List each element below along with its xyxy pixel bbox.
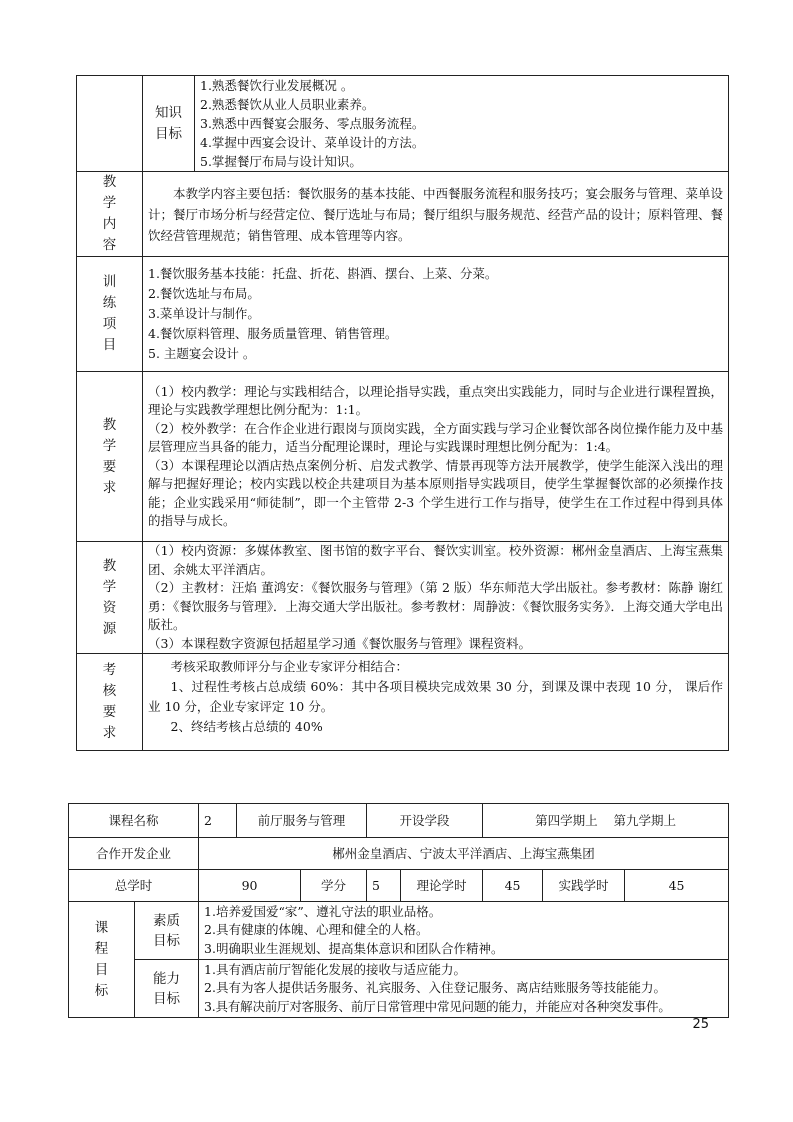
- list-item: 2.具有为客人提供话务服务、礼宾服务、入住登记服务、离店结账服务等技能能力。: [204, 980, 666, 996]
- requirements-label: 教 学 要 求: [77, 372, 143, 542]
- training-list: [143, 257, 729, 372]
- quality-goal-label: 素质 目标: [135, 902, 199, 960]
- assessment-paragraph: 1、过程性考核占总成绩 60%：其中各项目模块完成效果 30 分，到课及课中表现 10 分， 课后作业 10 分，企业专家评定 10 分。: [148, 679, 723, 714]
- page-number: 25: [692, 1017, 709, 1032]
- list-item: 3.明确职业生涯规划、提高集体意识和团队合作精神。: [204, 940, 504, 956]
- knowledge-goal-label: 知识 目标: [143, 76, 195, 172]
- list-item: 2.具有健康的体魄、心理和健全的人格。: [204, 922, 429, 938]
- credit-label: 学分: [301, 870, 367, 902]
- ability-goal-list: [199, 960, 729, 1018]
- list-item: 4.掌握中西宴会设计、菜单设计的方法。: [200, 135, 425, 150]
- stage-value: 第四学期上 第九学期上: [483, 804, 729, 838]
- requirement-paragraph: （3）本课程理论以酒店热点案例分析、启发式教学、情景再现等方法开展教学，使学生能深入浅出的理解与把握好理论；校内实践以校企共建项目为基本原则指导实践项目，使学生掌握餐饮部的必须操作技能；企业实践采用“师徒制”，即一个主管带 2-3 个学生进行工作与指导，使学生在工作过程中得到具体的指导与成长。: [148, 457, 723, 528]
- ability-goal-label: 能力 目标: [135, 960, 199, 1018]
- list-item: 2.熟悉餐饮从业人员职业素养。: [200, 97, 375, 112]
- credit-value: 5: [367, 870, 401, 902]
- training-label: 训 练 项 目: [77, 257, 143, 372]
- partner-companies: 郴州金皇酒店、宁波太平洋酒店、上海宝燕集团: [199, 838, 729, 870]
- assessment-label: 考 核 要 求: [77, 654, 143, 751]
- total-hours-value: 90: [199, 870, 301, 902]
- assessment-text: [143, 654, 729, 751]
- course-name-label: 课程名称: [69, 804, 199, 838]
- requirements-text: [143, 372, 729, 542]
- resource-paragraph: （2）主教材：汪焰 董鸿安：《餐饮服务与管理》（第 2 版）华东师范大学出版社。参考教材：陈静 谢红勇：《餐饮服务与管理》．上海交通大学出版社。参考教材：周静波：《餐饮服务实务》．上海交通大学电出版社。: [148, 580, 724, 632]
- practice-hours-label: 实践学时: [543, 870, 625, 902]
- quality-goal-list: [199, 902, 729, 960]
- list-item: 5.掌握餐厅布局与设计知识。: [200, 154, 362, 169]
- content-text: 本教学内容主要包括：餐饮服务的基本技能、中西餐服务流程和服务技巧；宴会服务与管理、菜单设计；餐厅市场分析与经营定位、餐厅选址与布局；餐厅组织与服务规范、经营产品的设计；原料管理、餐饮经营管理规范；销售管理、成本管理等内容。: [143, 172, 729, 257]
- resources-text: [143, 542, 729, 654]
- course-goals-label: 课 程 目 标: [69, 902, 135, 1018]
- partner-label: 合作开发企业: [69, 838, 199, 870]
- total-hours-label: 总学时: [69, 870, 199, 902]
- resources-label: 教 学 资 源: [77, 542, 143, 654]
- list-item: 3.具有解决前厅对客服务、前厅日常管理中常见问题的能力，并能应对各种突发事件。: [204, 998, 671, 1014]
- assessment-paragraph: 考核采取教师评分与企业专家评分相结合：: [170, 659, 409, 674]
- list-item: 1.餐饮服务基本技能：托盘、折花、斟酒、摆台、上菜、分菜。: [148, 266, 498, 281]
- knowledge-goal-list: [195, 76, 729, 172]
- practice-hours-value: 45: [625, 870, 729, 902]
- list-item: 5. 主题宴会设计 。: [148, 346, 256, 361]
- requirement-paragraph: （2）校外教学：在合作企业进行跟岗与顶岗实践，全方面实践与学习企业餐饮部各岗位操作能力及中基层管理应当具备的能力，适当分配理论课时，理论与实践课时理想比例分配为：1:4。: [148, 420, 723, 454]
- list-item: 1.具有酒店前厅智能化发展的接收与适应能力。: [204, 961, 466, 977]
- list-item: 3.熟悉中西餐宴会服务、零点服务流程。: [200, 116, 425, 131]
- list-item: 1.熟悉餐饮行业发展概况 。: [200, 78, 354, 93]
- requirement-paragraph: （1）校内教学：理论与实践相结合，以理论指导实践，重点突出实践能力，同时与企业进行课程置换，理论与实践教学理想比例分配为：1:1。: [148, 383, 723, 417]
- list-item: 3.菜单设计与制作。: [148, 306, 260, 321]
- theory-hours-value: 45: [483, 870, 543, 902]
- list-item: 1.培养爱国爱“家”、遵礼守法的职业品格。: [204, 903, 442, 919]
- resource-paragraph: （3）本课程数字资源包括超星学习通《餐饮服务与管理》课程资料。: [148, 635, 531, 651]
- knowledge-goal-blank-cell: [77, 76, 143, 172]
- stage-label: 开设学段: [367, 804, 483, 838]
- assessment-paragraph: 2、终结考核占总绩的 40%: [170, 719, 323, 734]
- list-item: 4.餐饮原料管理、服务质量管理、销售管理。: [148, 326, 398, 341]
- list-item: 2.餐饮选址与布局。: [148, 286, 260, 301]
- content-label: 教 学 内 容: [77, 172, 143, 257]
- theory-hours-label: 理论学时: [401, 870, 483, 902]
- course-table-2: [68, 803, 729, 1018]
- course-name: 前厅服务与管理: [237, 804, 367, 838]
- course-number: 2: [199, 804, 237, 838]
- resource-paragraph: （1）校内资源：多媒体教室、图书馆的数字平台、餐饮实训室。校外资源：郴州金皇酒店、上海宝燕集团、余姚太平洋酒店。: [148, 543, 723, 577]
- course-table-1: [76, 75, 729, 751]
